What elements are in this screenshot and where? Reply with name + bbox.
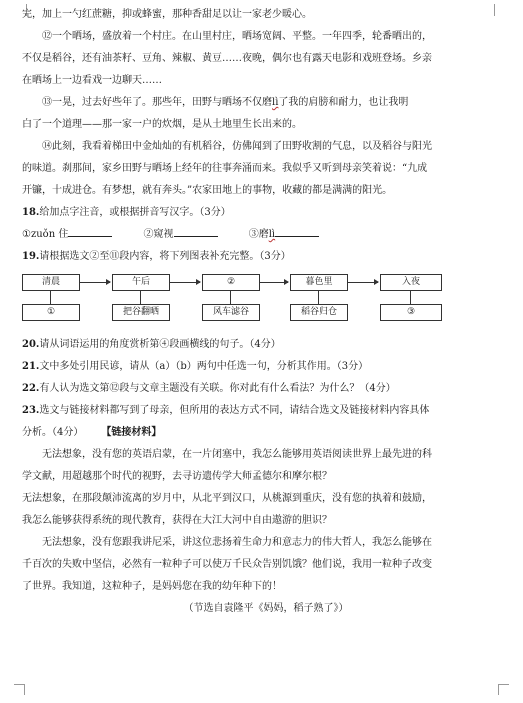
link-material-heading: 【链接材料】 — [101, 427, 162, 438]
link-paragraph-2-line-1: 无法想象，在那段颠沛流离的岁月中，从北平到汉口，从桃源到重庆，没有您的执着和鼓励， — [22, 493, 432, 504]
connector-1 — [50, 290, 51, 304]
box-top-2: 午后 — [112, 274, 170, 291]
box-top-4: 暮色里 — [290, 274, 348, 291]
question-19: 19.请根据选文②至⑪段内容，将下列图表补充完整。（3分） — [22, 251, 291, 262]
box-bottom-1: ① — [22, 304, 80, 321]
paragraph-12-line-2: 不仅是稻谷，还有油茶籽、豆角、辣椒、黄豆……夜晚，偶尔也有露天电影和戏班登场。乡亲 — [22, 53, 432, 64]
flow-diagram — [22, 272, 442, 328]
box-bottom-5: ③ — [380, 304, 442, 321]
crop-mark-bottom-left — [14, 684, 25, 695]
paragraph-13-line-2: 白了一个道理——那一家一户的炊烟，是从土地里生长出来的。 — [22, 119, 302, 130]
connector-3 — [230, 290, 231, 304]
paragraph-13-line-1: ⑬一晃，过去好些年了。那些年，田野与晒场不仅磨lì了我的肩膀和耐力，也让我明 — [42, 97, 409, 108]
paragraph-12-line-1: ⑫一个晒场，盛放着一个村庄。在山里村庄，晒场宽阔、平整。一年四季，轮番晒出的， — [42, 31, 432, 42]
paragraph-14-line-1: ⑭此刻，我看着梯田中金灿灿的有机稻谷，仿佛闻到了田野收割的气息，以及稻谷与阳光 — [42, 141, 432, 152]
link-paragraph-3-line-2: 千百次的失败中坚信，必然有一粒种子可以使万千民众告别饥饿？他们说，我用一粒种子改变 — [22, 559, 432, 570]
arrow-3 — [260, 282, 288, 283]
link-paragraph-2-line-2: 我怎么能够获得系统的现代教育，获得在大江大河中自由遨游的胆识？ — [22, 515, 332, 526]
box-top-3: ② — [202, 274, 260, 291]
arrow-1 — [80, 282, 110, 283]
box-bottom-2: 把谷翻晒 — [112, 304, 170, 321]
paragraph-14-line-2: 的味道。刹那间，家乡田野与晒场上经年的往事奔涌而来。我似乎又听到母亲笑着说：“九成 — [22, 163, 428, 174]
answer-blank-3[interactable] — [275, 227, 319, 237]
connector-5 — [410, 290, 411, 304]
paragraph-12-line-3: 在晒场上一边看戏一边聊天…… — [22, 75, 162, 86]
link-paragraph-3-line-1: 无法想象，没有您跟我讲尼采，讲这位悲扬着生命力和意志力的伟大哲人，我怎么能够在 — [42, 537, 432, 548]
question-18-items: ①zuǒn 住 ②窥视 ③磨lì — [22, 224, 510, 246]
link-paragraph-1-line-1: 无法想象，没有您的英语启蒙，在一片闭塞中，我怎么能够用英语阅读世界上最先进的科 — [42, 449, 432, 460]
link-paragraph-1-line-2: 学文献，用超越那个时代的视野，去寻访遗传学大师孟德尔和摩尔根？ — [22, 471, 332, 482]
answer-blank-1[interactable] — [68, 227, 112, 237]
pinyin-li: lì — [272, 97, 279, 108]
crop-mark-bottom-right — [498, 684, 509, 695]
box-top-5: 入夜 — [380, 274, 442, 291]
source-citation: （节选自袁隆平《妈妈，稻子熟了》） — [183, 603, 349, 614]
arrow-2 — [170, 282, 200, 283]
connector-2 — [140, 290, 141, 304]
paragraph-continuation: 完，加上一勺红蔗糖，抑或蜂蜜，那种香甜足以让一家老少暖心。 — [22, 9, 312, 20]
box-top-1: 清晨 — [22, 274, 80, 291]
paragraph-14-line-3: 开镰，十成进仓。有梦想，就有奔头。”农家田地上的事物，收藏的都是满满的阳光。 — [22, 185, 393, 196]
question-22: 22.有人认为选文第⑫段与文章主题没有关联。你对此有什么看法？为什么？（4分） — [22, 383, 396, 394]
question-23-line-2: 分析。（4分） 【链接材料】 — [22, 427, 162, 438]
arrow-4 — [348, 282, 378, 283]
box-bottom-3: 风车滤谷 — [202, 304, 260, 321]
answer-blank-2[interactable] — [174, 227, 218, 237]
question-18: 18.给加点字注音，或根据拼音写汉字。（3分） — [22, 207, 231, 218]
question-23: 23.选文与链接材料都写到了母亲，但所用的表达方式不同，请结合选文及链接材料内容具体 — [22, 405, 430, 416]
document-page — [22, 4, 510, 620]
box-bottom-4: 稻谷归仓 — [290, 304, 348, 321]
question-21: 21.文中多处引用民谚，请从（a）（b）两句中任选一句，分析其作用。（3分） — [22, 361, 369, 372]
connector-4 — [318, 290, 319, 304]
link-paragraph-3-line-3: 了世界。我知道，这粒种子，是妈妈您在我的幼年种下的！ — [22, 581, 282, 592]
question-20: 20.请从词语运用的角度赏析第④段画横线的句子。（4分） — [22, 339, 281, 350]
